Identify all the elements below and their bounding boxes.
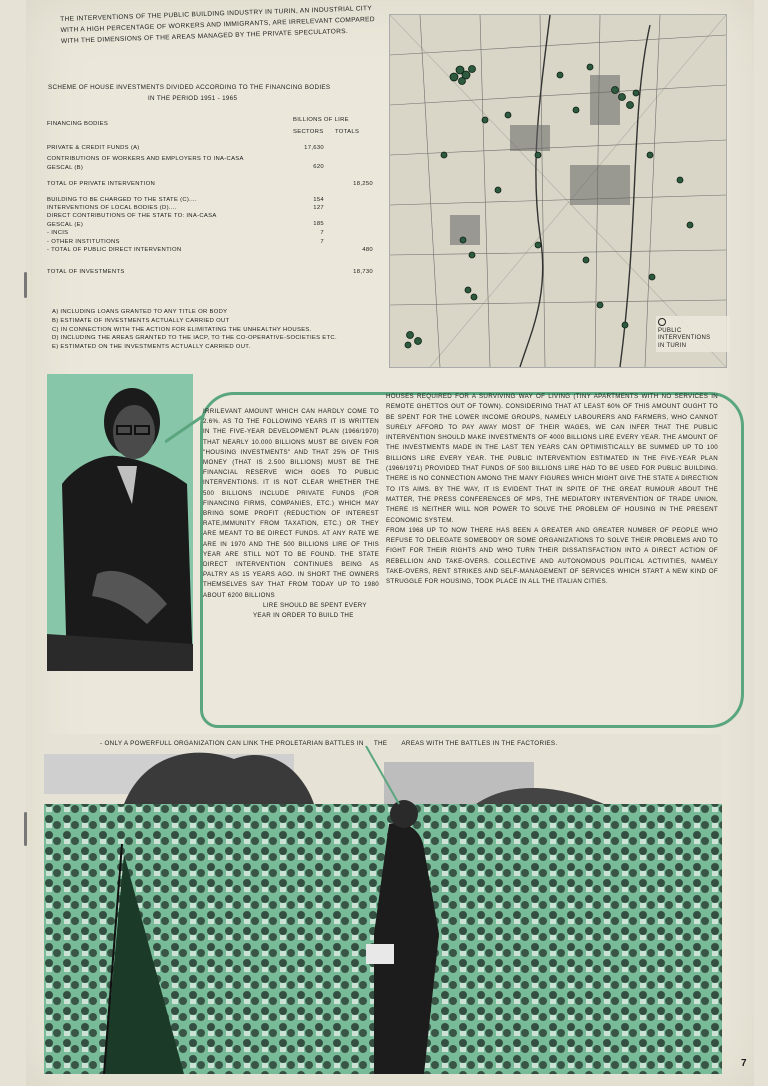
row-label: PRIVATE & CREDIT FUNDS (A) [47, 145, 140, 151]
column-2-paragraph-2: FROM 1968 UP TO NOW THERE HAS BEEN A GREATER AND GREATER NUMBER OF PEOPLE WHO REFUSE TO DELEGATE SOMEBODY OR SOME ORGANIZATIONS TO SOLVE THEIR PROBLEMS AND TO FIGHT FOR THEIR RIGHTS AND WHO TURN THEIR DISSATISFACTION INTO A DIRECT ACTION OF REBELLION AND TAKE-OVERS. COLLECTIVE AND AUTONOMOUS POLITICAL ACTIVITIES, NAMELY TAKE-OVERS, RENT STRIKES AND SELF-MANAGEMENT OF SERVICES WHICH START A NEW KIND OF STRUGGLE FOR HOUSING, TOOK PLACE IN ALL THE ITALIAN CITIES. [386, 526, 718, 586]
row-label: TOTAL OF PRIVATE INTERVENTION [47, 181, 156, 188]
article-column-2 [386, 392, 718, 588]
staple-top [24, 272, 27, 298]
row-label: - INCIS [47, 230, 69, 237]
staple-bottom [24, 812, 27, 846]
caption-part-c: AREAS WITH THE BATTLES IN THE FACTORIES. [401, 740, 558, 747]
page-number: 7 [741, 1058, 747, 1069]
row-label: INTERVENTIONS OF LOCAL BODIES (D).... [47, 205, 177, 212]
table-row [47, 204, 377, 212]
row-sector: 154 [313, 196, 324, 203]
map-legend [656, 316, 730, 352]
table-row [47, 229, 377, 237]
scheme-title-line2: IN THE PERIOD 1951 - 1965 [148, 95, 238, 102]
row-sector: 7 [320, 230, 324, 237]
legend-line1: PUBLIC [658, 328, 682, 334]
column-1-tail-2: YEAR IN ORDER TO BUILD THE [253, 612, 354, 620]
row-total: 480 [362, 247, 373, 254]
footnote-b: B) ESTIMATE OF INVESTMENTS ACTUALLY CARRIED OUT [52, 317, 230, 324]
table-row [47, 155, 377, 172]
row-sector: 127 [313, 205, 324, 212]
intro-paragraph: THE INTERVENTIONS OF THE PUBLIC BUILDING INDUSTRY IN TURIN, AN INDUSTRIAL CITY WITH A HIGH PERCENTAGE OF WORKERS AND IMMIGRANTS, ARE IRRELEVANT COMPARED WITH THE DIMENSIONS OF THE AREAS MANAGED BY THE PRIVATE SPECULATORS. [60, 5, 376, 45]
legend-line2: INTERVENTIONS [658, 335, 711, 342]
row-total: 18,250 [353, 181, 373, 188]
scheme-title [48, 82, 378, 104]
turin-map [389, 14, 727, 368]
table-row [47, 268, 377, 276]
header-financing-bodies: FINANCING BODIES [47, 121, 109, 127]
footnote-e: E) ESTIMATED ON THE INVESTMENTS ACTUALLY CARRIED OUT. [52, 344, 251, 351]
photo-caption [100, 739, 660, 748]
legend-line3: IN TURIN [658, 342, 687, 349]
article-column-1 [203, 407, 379, 621]
investment-table [47, 116, 377, 277]
footnote-a: A) INCLUDING LOANS GRANTED TO ANY TITLE OR BODY [52, 309, 228, 315]
table-row [47, 238, 377, 246]
row-label: TOTAL OF INVESTMENTS [47, 269, 125, 276]
column-2-paragraph-1: HOUSES REQUIRED FOR A SURVIVING WAY OF LIVING (TINY APARTMENTS WITH NO SERVICES IN REMOTE GHETTOS OUT OF TOWN). CONSIDERING THAT AT LEAST 60% OF THIS AMOUNT OUGHT TO BE SPENT FOR THE LOWER INCOME GROUPS, NAMELY LABOURERS AND FARMERS, WHO CANNOT SURELY AFFORD TO PAY AWAY MOST OF THEIR WAGES, WE CAN INFER THAT THE PUBLIC INTERVENTION SHOULD MAKE INVESTMENTS OF 4000 BILLIONS LIRE EVERY YEAR. THE AMOUNT OF THE INVESTMENTS MADE IN THE LAST TEN YEARS CAN OPTIMISTICALLY BE SUMMED UP TO 100 BILLIONS LIRE EVERY YEAR. THE PUBLIC INTERVENTION ESTIMATED IN THE FIVE-YEAR PLAN (1966/1971) PROVIDED THAT FUNDS OF 500 BILLIONS LIRE HAD TO BE USED FOR PUBLIC BUILDING. THERE IS NO CONNECTION AMONG THE MANY FIGURES WHICH MIGHT GIVE THE STATE A DIRECTION TO ITS AIMS. BY THE WAY, IT IS EVIDENT THAT IN SPITE OF THE GREAT RUMOUR ABOUT THE MATTER, THE PRESS CONFERENCES OF MPS, THE MEDIATORY INTERVENTION OF TRADE UNION, THERE IS NEITHER WILL NOR POWER TO SOLVE THE PROBLEM OF HOUSING IN THE PRESENT ECONOMIC SYSTEM. [386, 393, 718, 524]
row-sector: 7 [320, 238, 324, 245]
assembly-scene [44, 734, 722, 1074]
table-header [47, 116, 377, 140]
row-sector: 620 [313, 164, 324, 171]
table-footnotes [52, 308, 392, 352]
caption-part-b: THE [373, 740, 388, 747]
caption-part-a: - ONLY A POWERFULL ORGANIZATION CAN LINK THE PROLETARIAN BATTLES IN [100, 740, 364, 747]
row-label: - OTHER INSTITUTIONS [47, 238, 120, 245]
row-total: 18,730 [353, 269, 373, 276]
table-row [47, 180, 377, 188]
row-sector: 185 [313, 221, 324, 228]
footnote-d: D) INCLUDING THE AREAS GRANTED TO THE IACP, TO THE CO-OPERATIVE-SOCIETIES ETC. [52, 335, 337, 342]
table-row [47, 246, 377, 254]
row-label: DIRECT CONTRIBUTIONS OF THE STATE TO: INA-CASA GESCAL (E) [47, 213, 217, 228]
table-row [47, 144, 377, 152]
table-row [47, 212, 377, 229]
table-row [47, 196, 377, 204]
row-sector: 17,630 [304, 145, 324, 151]
column-1-tail-1: LIRE SHOULD BE SPENT EVERY [263, 601, 367, 609]
row-label: - TOTAL OF PUBLIC DIRECT INTERVENTION [47, 247, 182, 254]
header-billions-of-lire: BILLIONS OF LIRE [293, 117, 349, 123]
header-sectors: SECTORS [293, 129, 324, 135]
row-label: BUILDING TO BE CHARGED TO THE STATE (C).... [47, 196, 197, 203]
footnote-c: C) IN CONNECTION WITH THE ACTION FOR ELIMITATING THE UNHEALTHY HOUSES. [52, 326, 312, 333]
legend-circle-icon [658, 318, 666, 326]
scheme-title-line1: SCHEME OF HOUSE INVESTMENTS DIVIDED ACCORDING TO THE FINANCING BODIES [48, 84, 331, 91]
row-label: CONTRIBUTIONS OF WORKERS AND EMPLOYERS TO INA-CASA GESCAL (B) [47, 156, 244, 171]
column-1-text: IRRILEVANT AMOUNT WHICH CAN HARDLY COME TO 2.6%. AS TO THE FOLLOWING YEARS IT IS WRITTEN IN THE FIVE-YEAR DEVELOPMENT PLAN (1966/1970) THAT NEARLY 10.000 BILLIONS MUST BE GIVEN FOR "HOUSING INVESTMENTS" AND THAT 25% OF THIS MONEY (THAT IS 2.500 BILLIONS) MUST BE THE FINANCIAL RESERVE WICH GOES TO PUBLIC INTERVENTIONS. IT IS NOT CLEAR WHETHER THE 500 BILLIONS INCLUDE PRIVATE FUNDS (FOR FINANCING FIRMS, COMPANIES, ETC.) WHICH MAY BRING SOME PROFIT (REDUCTION OF INTEREST RATE,IMMUNITY FROM TAXATION, ETC.) OR THEY ARE MEANT TO BE DIRECT FUNDS. AT ANY RATE WE ARE IN 1970 AND THE 500 BILLIONS LIRE OF THIS YEAR ARE STILL NOT TO BE FOUND. THE STATE DIRECT INTERVENTION CONTINUES BEING AS PALTRY AS 15 YEARS AGO. IN SHORT THE OWNERS THEMSELVES SAY THAT FROM TODAY UP TO 1980 ABOUT 6200 BILLIONS [203, 408, 379, 599]
header-totals: TOTALS [335, 129, 360, 135]
assembly-photo [44, 734, 722, 1074]
speech-connector [165, 414, 205, 444]
map-drawing [390, 15, 726, 367]
